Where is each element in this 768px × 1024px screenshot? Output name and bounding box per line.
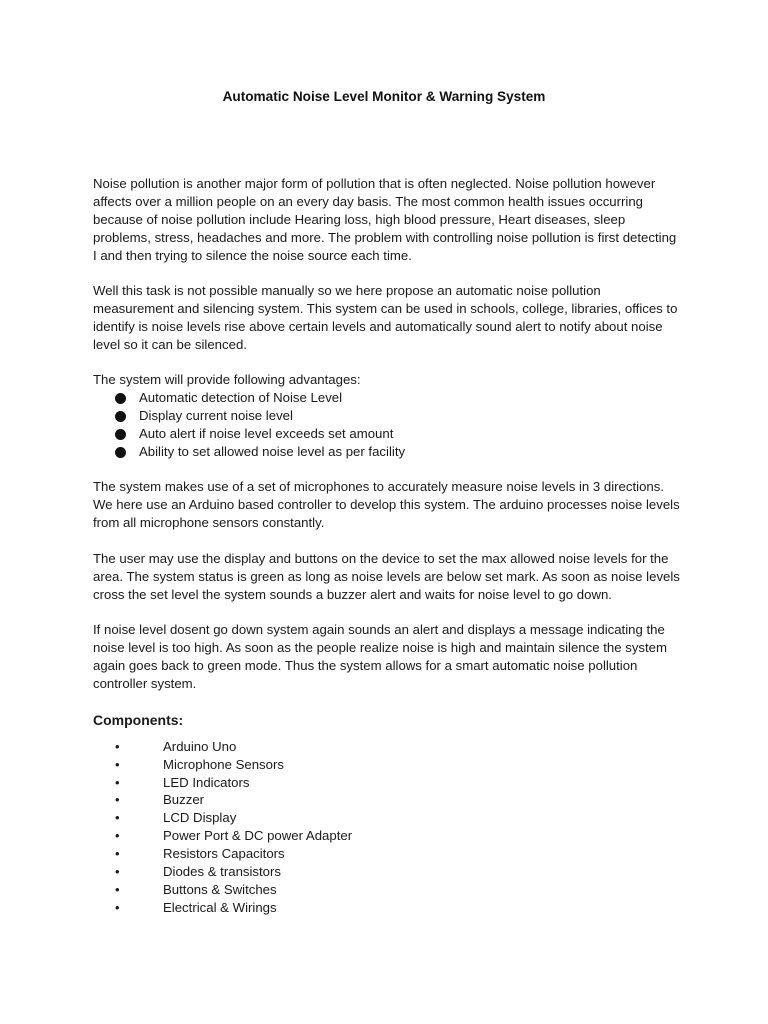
bullet-icon: • [115, 738, 120, 754]
bullet-icon: • [115, 756, 120, 772]
bullet-dot-icon [115, 411, 126, 422]
list-item [93, 863, 683, 881]
list-item [93, 774, 683, 792]
components-heading: Components: [93, 711, 184, 728]
list-item-text: Automatic detection of Noise Level [139, 390, 343, 406]
bullet-icon: • [115, 864, 120, 880]
bullet-icon: • [115, 828, 120, 844]
paragraph-user-settings: The user may use the display and buttons on the device to set the max allowed noise levels for the area. The system status is green as long as noise levels are below set mark. As soon as noise levels cross the set level the system sounds a buzzer alert and waits for noise level to go down. [93, 550, 680, 602]
list-item-text: Resistors Capacitors [163, 846, 285, 862]
bullet-icon: • [115, 881, 120, 897]
document-title: Automatic Noise Level Monitor & Warning System [222, 89, 546, 104]
paragraph-advantages-intro: The system will provide following advantages: [93, 372, 361, 388]
list-item-text: Microphone Sensors [163, 756, 284, 772]
list-item [93, 443, 683, 461]
paragraph-microphones: The system makes use of a set of microphones to accurately measure noise levels in 3 directions. We here use an Arduino based controller to develop this system. The arduino processes noise levels from all microphone sensors constantly. [93, 479, 680, 531]
paragraph-alert: If noise level dosent go down system again sounds an alert and displays a message indicating the noise level is too high. As soon as the people realize noise is high and maintain silence the system again goes back to green mode. Thus the system allows for a smart automatic noise pollution controller system. [93, 622, 667, 691]
list-item [93, 899, 683, 917]
list-item [93, 809, 683, 827]
list-item [93, 756, 683, 774]
bullet-dot-icon [115, 447, 126, 458]
list-item-text: Auto alert if noise level exceeds set amount [139, 426, 394, 442]
bullet-icon: • [115, 810, 120, 826]
components-list [93, 738, 683, 917]
bullet-icon: • [115, 846, 120, 862]
list-item-text: Buzzer [163, 792, 205, 808]
bullet-dot-icon [115, 429, 126, 440]
list-item [93, 389, 683, 407]
list-item-text: Ability to set allowed noise level as per facility [139, 443, 406, 459]
list-item [93, 881, 683, 899]
paragraph-proposal: Well this task is not possible manually so we here propose an automatic noise pollution measurement and silencing system. This system can be used in schools, college, libraries, offices to identify is noise levels rise above certain levels and automatically sound alert to notify about noise level so it can be silenced. [93, 283, 678, 352]
bullet-icon: • [115, 899, 120, 915]
document-body [93, 175, 683, 917]
list-item-text: Buttons & Switches [163, 881, 277, 897]
list-item-text: Display current noise level [139, 408, 293, 424]
list-item-text: LED Indicators [163, 774, 250, 790]
list-item [93, 407, 683, 425]
list-item-text: Power Port & DC power Adapter [163, 828, 353, 844]
list-item [93, 827, 683, 845]
advantages-list [93, 389, 683, 461]
paragraph-intro: Noise pollution is another major form of pollution that is often neglected. Noise pollution however affects over a million people on an every day basis. The most common health issues occurring because of noise pollution include Hearing loss, high blood pressure, Heart diseases, sleep problems, stress, headaches and more. The problem with controlling noise pollution is first detecting I and then trying to silence the noise source each time. [93, 176, 677, 263]
list-item-text: LCD Display [163, 810, 237, 826]
bullet-icon: • [115, 774, 120, 790]
list-item [93, 425, 683, 443]
bullet-icon: • [115, 792, 120, 808]
list-item [93, 791, 683, 809]
list-item [93, 845, 683, 863]
list-item-text: Arduino Uno [163, 738, 237, 754]
list-item-text: Electrical & Wirings [163, 899, 277, 915]
list-item [93, 738, 683, 756]
list-item-text: Diodes & transistors [163, 864, 281, 880]
bullet-dot-icon [115, 393, 126, 404]
